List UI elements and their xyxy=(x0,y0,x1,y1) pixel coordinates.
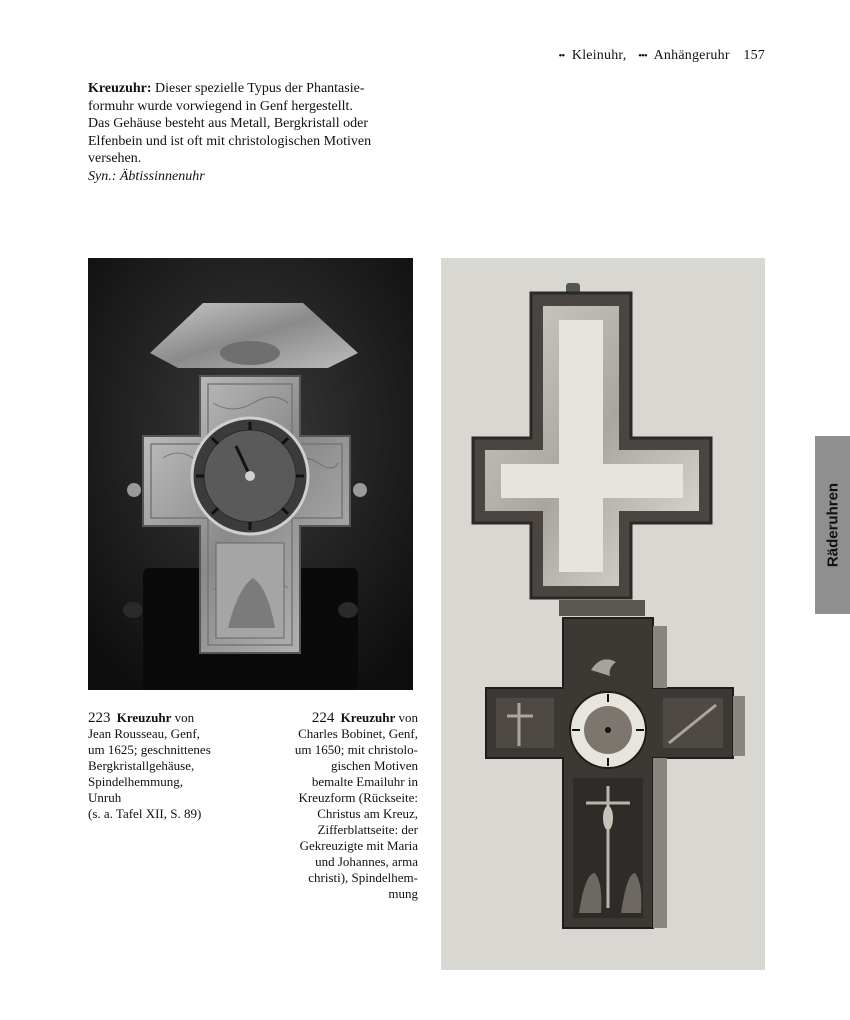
caption-line: Jean Rousseau, Genf, xyxy=(88,726,200,741)
header-section: Kleinuhr, xyxy=(571,48,627,63)
caption-line: Unruh xyxy=(88,790,122,805)
entry-line: versehen. xyxy=(88,151,142,166)
section-tab-label: Räderuhren xyxy=(824,482,841,568)
header-section: Anhängeruhr xyxy=(653,48,730,63)
caption-line: und Johannes, arma xyxy=(315,854,418,869)
caption-224: 224 Kreuzuhr von Charles Bobinet, Genf, um 1650; mit christolo- gischen Motiven bemalte Emailuhr in Kreuzform (Rückseite: Christus am Kreuz, Zifferblattseite: der Gekreuzigte mit Maria und Johannes, arma christi), Spindelhem- mung xyxy=(262,710,418,902)
running-header xyxy=(559,48,766,64)
caption-line: Christus am Kreuz, xyxy=(317,806,418,821)
caption-line: um 1650; mit christolo- xyxy=(294,742,418,757)
figure-number: 224 xyxy=(311,710,335,726)
section-thumb-tab xyxy=(815,436,850,614)
entry-term: Kreuzuhr: xyxy=(88,81,152,96)
caption-line: mung xyxy=(388,886,418,901)
level-dots: ••• xyxy=(638,50,647,62)
page-number: 157 xyxy=(743,48,765,63)
figure-title: Kreuzuhr xyxy=(340,710,396,725)
entry-line: Das Gehäuse besteht aus Metall, Bergkristall oder xyxy=(88,116,369,131)
entry-synonym: Syn.: Äbtissinnenuhr xyxy=(88,168,205,184)
caption-line: Bergkristallgehäuse, xyxy=(88,758,195,773)
caption-223: 223 Kreuzuhr von Jean Rousseau, Genf, um 1625; geschnittenes Bergkristallgehäuse, Spindelhemmung, Unruh (s. a. Tafel XII, S. 89) xyxy=(88,710,268,822)
dictionary-entry xyxy=(88,80,418,185)
caption-line: gischen Motiven xyxy=(330,758,418,773)
caption-line: (s. a. Tafel XII, S. 89) xyxy=(88,806,202,821)
entry-line: formuhr wurde vorwiegend in Genf hergestellt. xyxy=(88,98,353,114)
caption-line: Charles Bobinet, Genf, xyxy=(298,726,418,741)
caption-line: Spindelhemmung, xyxy=(88,774,183,789)
photo-cross-watch-223 xyxy=(88,258,413,690)
figure-number: 223 xyxy=(88,710,111,726)
caption-line: um 1625; geschnittenes xyxy=(88,742,211,757)
entry-first-line: Kreuzuhr: Dieser spezielle Typus der Phantasie- xyxy=(88,81,365,96)
caption-line: christi), Spindelhem- xyxy=(308,870,418,885)
caption-line: Zifferblattseite: der xyxy=(317,822,418,837)
level-dots: •• xyxy=(558,50,565,62)
figure-title: Kreuzuhr xyxy=(116,710,172,725)
caption-line: Kreuzform (Rückseite: xyxy=(298,790,418,805)
entry-line: Elfenbein und ist oft mit christologischen Motiven xyxy=(88,133,372,149)
photo-cross-watch-224 xyxy=(441,258,765,970)
caption-line: bemalte Emailuhr in xyxy=(311,774,418,789)
caption-line: Gekreuzigte mit Maria xyxy=(299,838,418,853)
